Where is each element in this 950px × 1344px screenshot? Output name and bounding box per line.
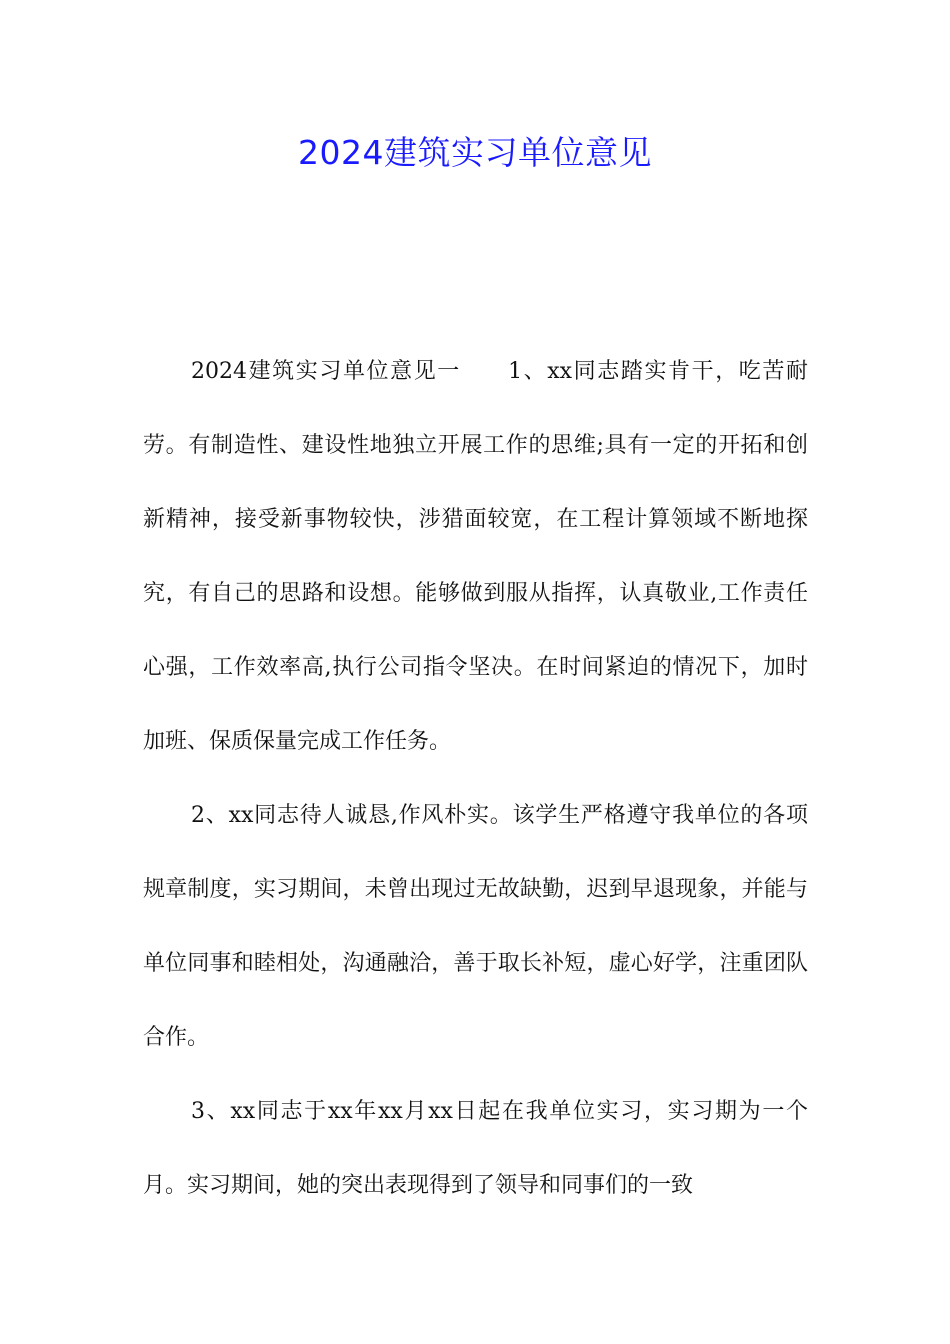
- paragraph-3: 3、xx同志于xx年xx月xx日起在我单位实习，实习期为一个月。实习期间，她的突出表现得到了领导和同事们的一致: [143, 1099, 808, 1198]
- document-body: [143, 335, 808, 1223]
- paragraph-1: 2024建筑实习单位意见一 1、xx同志踏实肯干，吃苦耐劳。有制造性、建设性地独立开展工作的思维;具有一定的开拓和创新精神，接受新事物较快，涉猎面较宽，在工程计算领域不断地探究，有自己的思路和设想。能够做到服从指挥，认真敬业,工作责任心强，工作效率高,执行公司指令坚决。在时间紧迫的情况下，加时加班、保质保量完成工作任务。: [143, 359, 808, 754]
- paragraph-2: 2、xx同志待人诚恳,作风朴实。该学生严格遵守我单位的各项规章制度，实习期间，未曾出现过无故缺勤，迟到早退现象，并能与单位同事和睦相处，沟通融洽，善于取长补短，虚心好学，注重团队合作。: [143, 803, 808, 1050]
- document-title: 2024建筑实习单位意见: [298, 133, 652, 172]
